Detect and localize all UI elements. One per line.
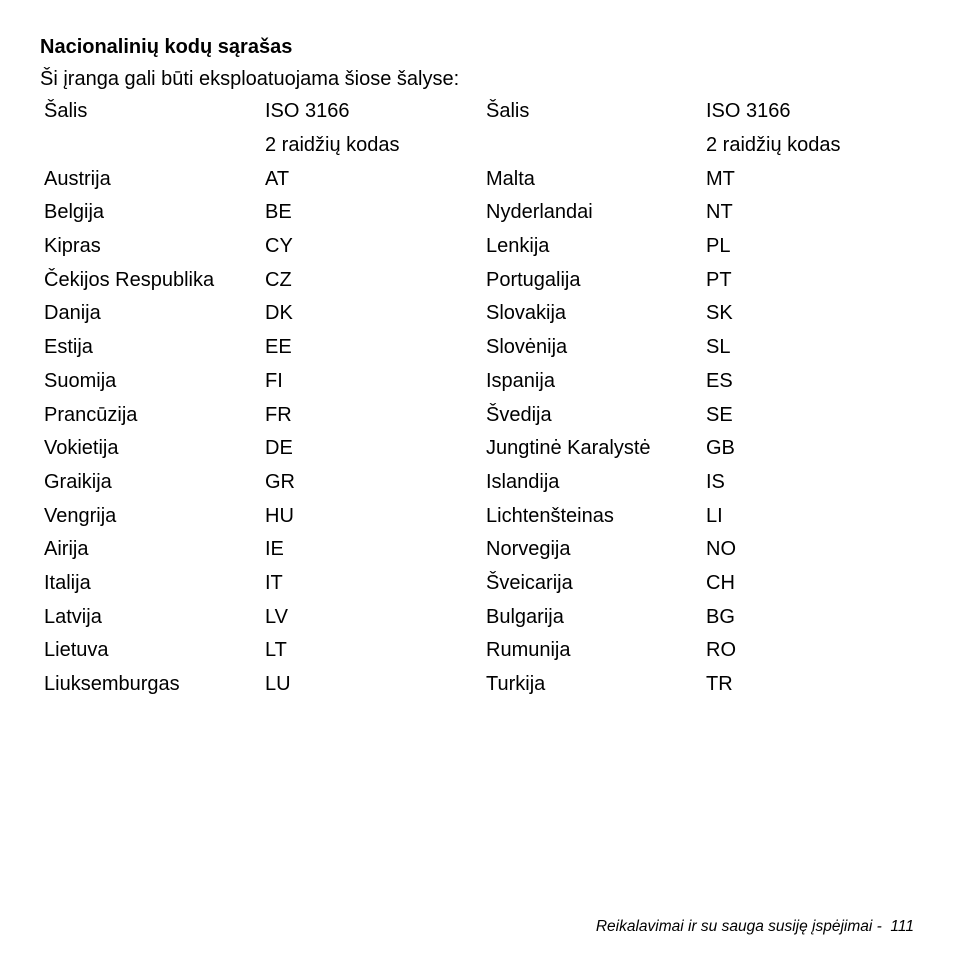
table-row	[40, 297, 902, 331]
country-name: Malta	[486, 167, 535, 190]
table-header-row	[40, 95, 902, 129]
table-row	[40, 398, 902, 432]
country-name: Čekijos Respublika	[44, 268, 215, 291]
country-name: Islandija	[486, 470, 560, 493]
iso-code: NO	[706, 538, 736, 561]
iso-code: SE	[706, 403, 733, 426]
iso-code: IT	[265, 571, 283, 594]
table-row	[40, 668, 902, 702]
header-country: Šalis	[44, 100, 88, 123]
country-name: Latvija	[44, 605, 102, 628]
iso-code: CH	[706, 571, 735, 594]
iso-code: CZ	[265, 268, 292, 291]
country-code-table	[40, 95, 902, 701]
country-name: Slovakija	[486, 302, 567, 325]
iso-code: TR	[706, 673, 733, 696]
country-name: Jungtinė Karalystė	[486, 437, 651, 460]
country-name: Prancūzija	[44, 403, 138, 426]
country-name: Nyderlandai	[486, 201, 593, 224]
country-name: Lietuva	[44, 639, 109, 662]
subheader-iso-note: 2 raidžių kodas	[265, 134, 400, 157]
table-row	[40, 600, 902, 634]
table-row	[40, 331, 902, 365]
iso-code: BG	[706, 605, 735, 628]
intro-text: Ši įranga gali būti eksploatuojama šiose šalyse:	[40, 68, 460, 90]
table-row	[40, 230, 902, 264]
iso-code: ES	[706, 369, 733, 392]
country-name: Kipras	[44, 235, 101, 258]
iso-code: SK	[706, 302, 733, 325]
page-footer: Reikalavimai ir su sauga susiję įspėjimai - 111	[595, 918, 914, 935]
iso-code: IE	[265, 538, 284, 561]
country-name: Italija	[44, 571, 91, 594]
country-name: Vokietija	[44, 437, 119, 460]
country-name: Rumunija	[486, 639, 571, 662]
country-name: Graikija	[44, 470, 112, 493]
table-row	[40, 567, 902, 601]
country-name: Portugalija	[486, 268, 581, 291]
iso-code: EE	[265, 336, 292, 359]
header-iso: ISO 3166	[706, 100, 791, 123]
iso-code: SL	[706, 336, 731, 359]
page-title: Nacionalinių kodų sąrašas	[40, 36, 293, 58]
iso-code: HU	[265, 504, 294, 527]
iso-code: FI	[265, 369, 283, 392]
iso-code: LT	[265, 639, 287, 662]
country-name: Norvegija	[486, 538, 571, 561]
subheader-iso-note: 2 raidžių kodas	[706, 134, 841, 157]
iso-code: GB	[706, 437, 735, 460]
iso-code: LU	[265, 673, 291, 696]
country-name: Švedija	[486, 403, 552, 426]
country-name: Liuksemburgas	[44, 673, 180, 696]
country-name: Austrija	[44, 167, 111, 190]
iso-code: PT	[706, 268, 732, 291]
iso-code: NT	[706, 201, 733, 224]
table-row	[40, 432, 902, 466]
country-name: Suomija	[44, 369, 117, 392]
country-name: Lenkija	[486, 235, 550, 258]
iso-code: BE	[265, 201, 292, 224]
subheader-empty	[482, 129, 702, 163]
country-name: Turkija	[486, 673, 546, 696]
country-name: Estija	[44, 336, 93, 359]
country-name: Bulgarija	[486, 605, 564, 628]
iso-code: DE	[265, 437, 293, 460]
iso-code: IS	[706, 470, 725, 493]
iso-code: GR	[265, 470, 295, 493]
table-row	[40, 263, 902, 297]
country-name: Šveicarija	[486, 571, 573, 594]
iso-code: CY	[265, 235, 293, 258]
table-row	[40, 533, 902, 567]
header-iso: ISO 3166	[265, 100, 350, 123]
table-row	[40, 196, 902, 230]
country-name: Belgija	[44, 201, 105, 224]
iso-code: AT	[265, 167, 290, 190]
table-row	[40, 466, 902, 500]
table-row	[40, 499, 902, 533]
iso-code: LI	[706, 504, 723, 527]
table-row	[40, 365, 902, 399]
subheader-empty	[40, 129, 261, 163]
iso-code: MT	[706, 167, 735, 190]
country-name: Lichtenšteinas	[486, 504, 614, 527]
country-name: Vengrija	[44, 504, 117, 527]
country-name: Ispanija	[486, 369, 555, 392]
iso-code: LV	[265, 605, 288, 628]
iso-code: FR	[265, 403, 292, 426]
country-name: Slovėnija	[486, 336, 568, 359]
iso-code: PL	[706, 235, 731, 258]
country-name: Danija	[44, 302, 101, 325]
table-row	[40, 634, 902, 668]
header-country: Šalis	[486, 100, 530, 123]
table-subheader-row	[40, 129, 902, 163]
iso-code: RO	[706, 639, 736, 662]
table-row	[40, 162, 902, 196]
iso-code: DK	[265, 302, 293, 325]
country-name: Airija	[44, 538, 89, 561]
